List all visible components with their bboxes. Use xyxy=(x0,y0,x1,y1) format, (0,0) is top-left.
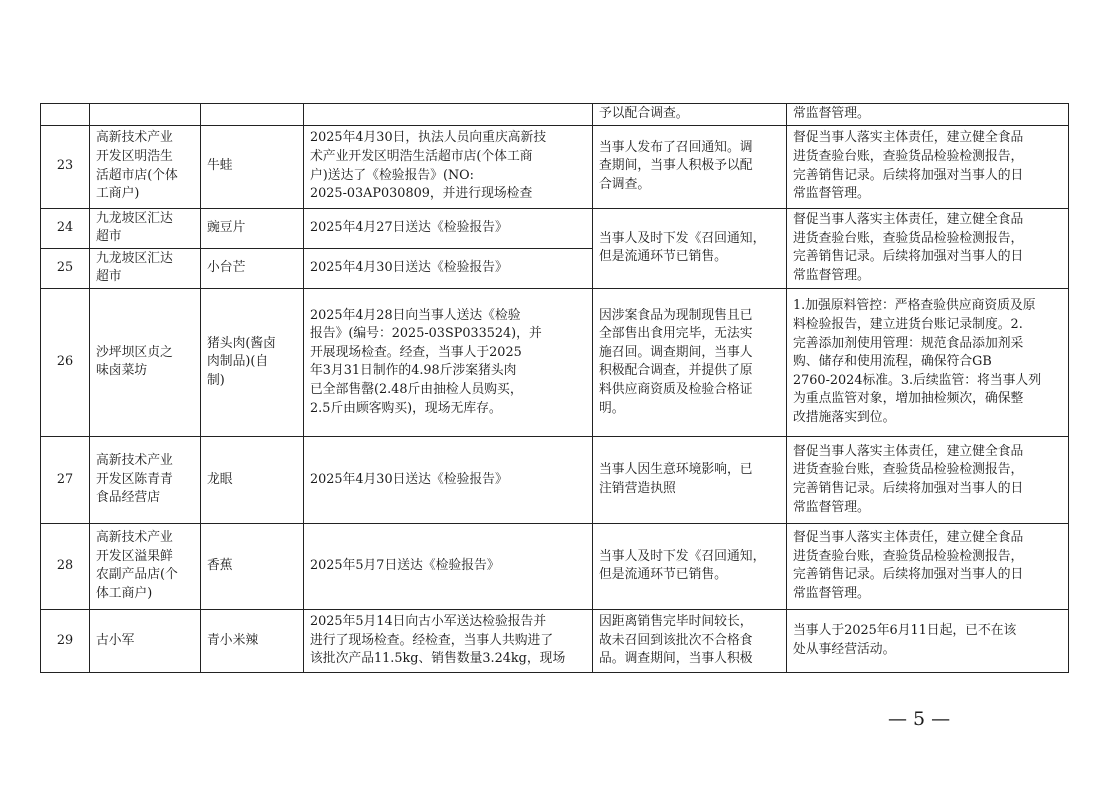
product-name xyxy=(201,104,304,126)
disposal-situation: 当事人及时下发《召回通知， 但是流通环节已销售。 xyxy=(593,523,787,609)
supervision-measures: 常监督管理。 xyxy=(787,104,1069,126)
row-number: 29 xyxy=(41,609,90,672)
inspection-detail: 2025年4月30日送达《检验报告》 xyxy=(304,248,593,288)
business-name: 高新技术产业 开发区陈青青 食品经营店 xyxy=(90,436,201,523)
supervision-measures: 当事人于2025年6月11日起，已不在该 处从事经营活动。 xyxy=(787,609,1069,672)
business-name: 九龙坡区汇达 超市 xyxy=(90,248,201,288)
table-row xyxy=(41,609,1069,672)
row-number: 27 xyxy=(41,436,90,523)
inspection-detail: 2025年4月27日送达《检验报告》 xyxy=(304,208,593,248)
supervision-measures: 1.加强原料管控：严格查验供应商资质及原 料检验报告，建立进货台账记录制度。2. 完善添加剂使用管理：规范食品添加剂采 购、储存和使用流程，确保符合GB 2760-2024标准。3.后续监管：将当事人列 为重点监管对象，增加抽检频次，确保整 改措施落实到位。 xyxy=(787,288,1069,436)
product-name: 香蕉 xyxy=(201,523,304,609)
supervision-measures: 督促当事人落实主体责任，建立健全食品 进货查验台账，查验货品检验检测报告， 完善销售记录。后续将加强对当事人的日 常监督管理。 xyxy=(787,436,1069,523)
inspection-detail: 2025年4月30日送达《检验报告》 xyxy=(304,436,593,523)
disposal-situation: 当事人因生意环境影响，已 注销营造执照 xyxy=(593,436,787,523)
inspection-detail xyxy=(304,104,593,126)
business-name: 高新技术产业 开发区明浩生 活超市店(个体 工商户) xyxy=(90,125,201,208)
product-name: 龙眼 xyxy=(201,436,304,523)
table-row xyxy=(41,288,1069,436)
supervision-measures: 督促当事人落实主体责任，建立健全食品 进货查验台账，查验货品检验检测报告， 完善销售记录。后续将加强对当事人的日 常监督管理。 xyxy=(787,208,1069,288)
product-name: 青小米辣 xyxy=(201,609,304,672)
row-number: 26 xyxy=(41,288,90,436)
product-name: 小台芒 xyxy=(201,248,304,288)
table-row xyxy=(41,125,1069,208)
business-name: 古小军 xyxy=(90,609,201,672)
row-number: 24 xyxy=(41,208,90,248)
supervision-measures: 督促当事人落实主体责任，建立健全食品 进货查验台账，查验货品检验检测报告， 完善销售记录。后续将加强对当事人的日 常监督管理。 xyxy=(787,523,1069,609)
table-row xyxy=(41,436,1069,523)
disposal-situation: 予以配合调查。 xyxy=(593,104,787,126)
business-name: 高新技术产业 开发区溢果鲜 农副产品店(个 体工商户) xyxy=(90,523,201,609)
row-number: 28 xyxy=(41,523,90,609)
row-number xyxy=(41,104,90,126)
product-name: 猪头肉(酱卤 肉制品)(自 制) xyxy=(201,288,304,436)
disposal-situation: 当事人发布了召回通知。调 查期间，当事人积极予以配 合调查。 xyxy=(593,125,787,208)
table-row xyxy=(41,523,1069,609)
table-row xyxy=(41,104,1069,126)
business-name xyxy=(90,104,201,126)
inspection-detail: 2025年5月14日向古小军送达检验报告并 进行了现场检查。经检查，当事人共购进了 该批次产品11.5kg、销售数量3.24kg，现场 xyxy=(304,609,593,672)
supervision-measures: 督促当事人落实主体责任，建立健全食品 进货查验台账，查验货品检验检测报告， 完善销售记录。后续将加强对当事人的日 常监督管理。 xyxy=(787,125,1069,208)
inspection-detail: 2025年4月28日向当事人送达《检验 报告》(编号：2025-03SP033524)，并 开展现场检查。经查，当事人于2025 年3月31日制作的4.98斤涉案猪头肉 已全部售罄(2.48斤由抽检人员购买， 2.5斤由顾客购买)，现场无库存。 xyxy=(304,288,593,436)
row-number: 23 xyxy=(41,125,90,208)
inspection-detail: 2025年5月7日送达《检验报告》 xyxy=(304,523,593,609)
business-name: 九龙坡区汇达 超市 xyxy=(90,208,201,248)
row-number: 25 xyxy=(41,248,90,288)
product-name: 豌豆片 xyxy=(201,208,304,248)
page-number: — 5 — xyxy=(888,708,951,730)
disposal-situation: 当事人及时下发《召回通知， 但是流通环节已销售。 xyxy=(593,208,787,288)
disposal-situation: 因涉案食品为现制现售且已 全部售出食用完毕，无法实 施召回。调查期间，当事人 积极配合调查，并提供了原 料供应商资质及检验合格证 明。 xyxy=(593,288,787,436)
business-name: 沙坪坝区贞之 味卤菜坊 xyxy=(90,288,201,436)
inspection-detail: 2025年4月30日，执法人员向重庆高新技 术产业开发区明浩生活超市店(个体工商 户)送达了《检验报告》(NO: 2025-03AP030809，并进行现场检查 xyxy=(304,125,593,208)
table-row xyxy=(41,208,1069,248)
disposal-situation: 因距离销售完毕时间较长， 故未召回到该批次不合格食 品。调查期间，当事人积极 xyxy=(593,609,787,672)
food-inspection-table xyxy=(40,103,1069,673)
product-name: 牛蛙 xyxy=(201,125,304,208)
